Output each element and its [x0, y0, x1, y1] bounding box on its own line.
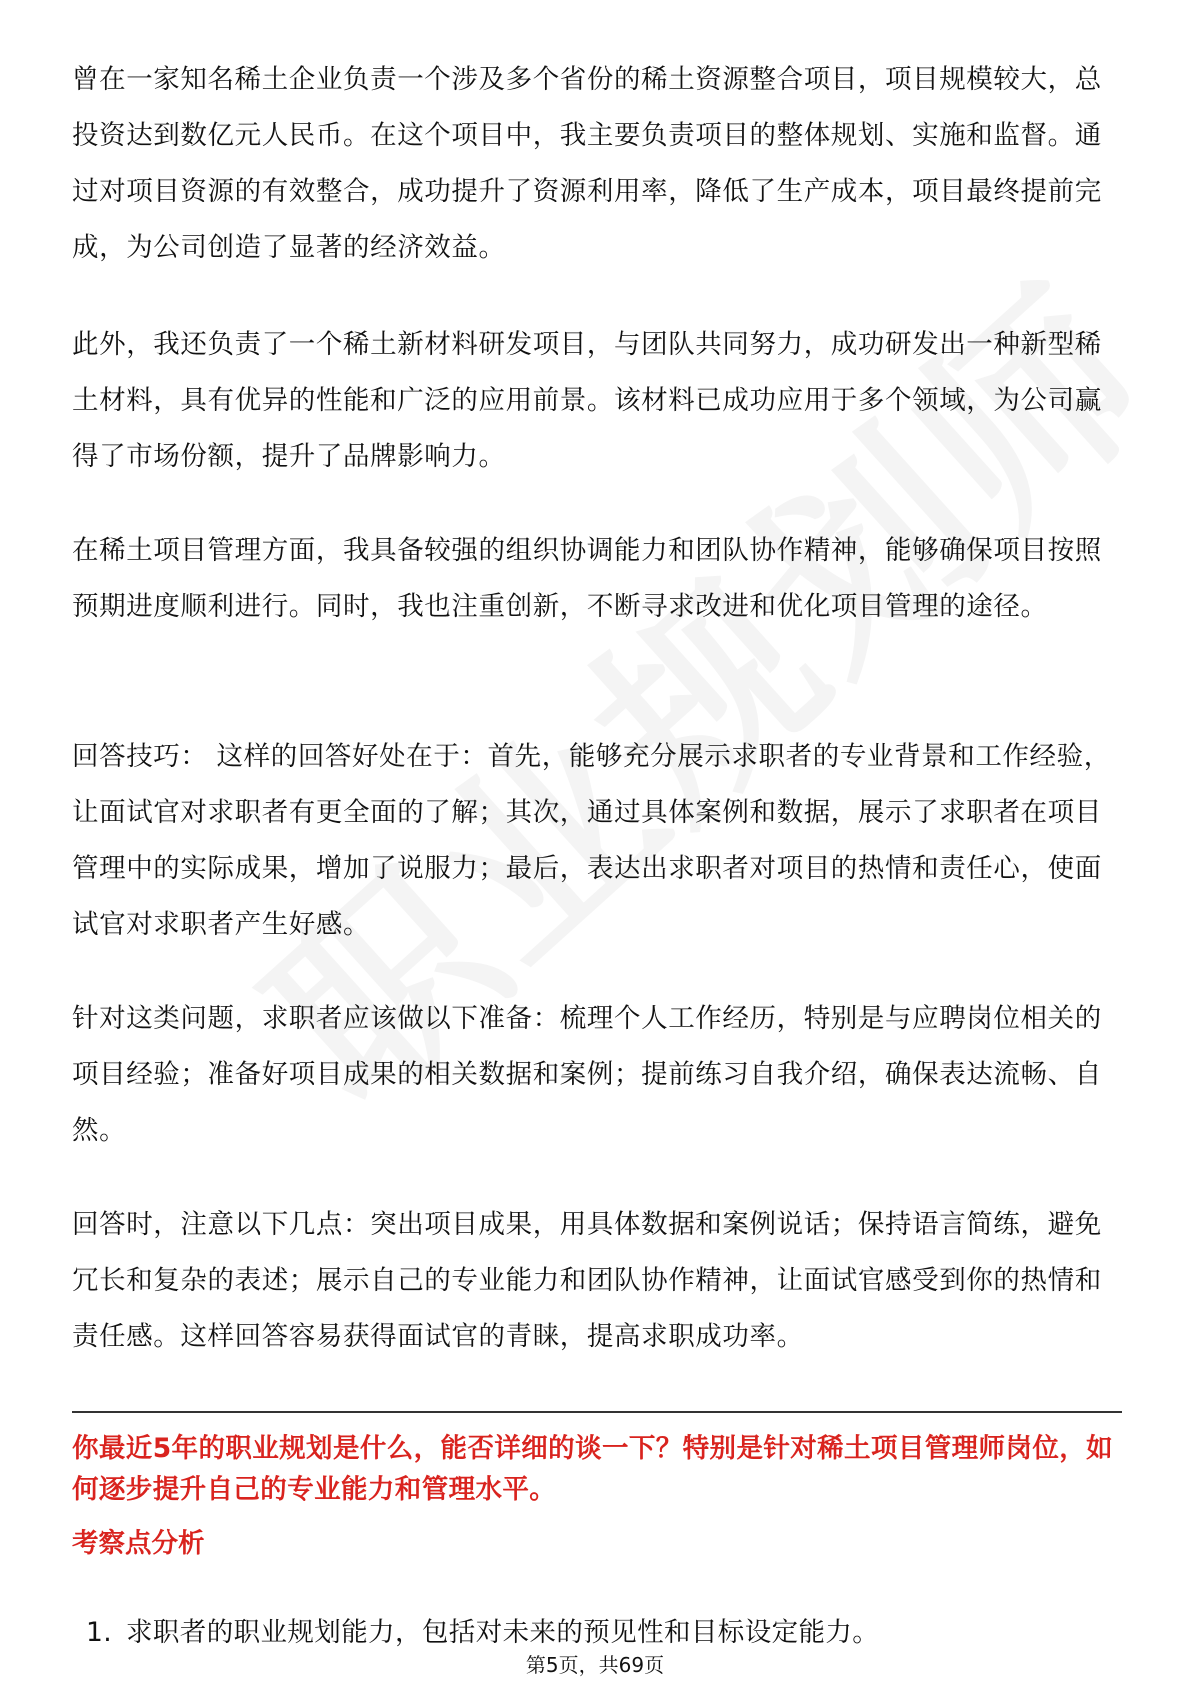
page-footer: 第5页，共69页	[525, 1653, 665, 1677]
paragraph-answer-notes: 回答时，注意以下几点：突出项目成果，用具体数据和案例说话；保持语言简练，避免冗长和复杂的表述；展示自己的专业能力和团队协作精神，让面试官感受到你的热情和责任感。这样回答容易获得面试官的青睐，提高求职成功率。	[72, 1209, 1102, 1352]
section-divider	[72, 1411, 1122, 1413]
paragraph-management-skills: 在稀土项目管理方面，我具备较强的组织协调能力和团队协作精神，能够确保项目按照预期进度顺利进行。同时，我也注重创新，不断寻求改进和优化项目管理的途径。	[72, 535, 1102, 622]
list-item	[86, 1614, 1106, 1652]
question-heading: 你最近5年的职业规划是什么，能否详细的谈一下？特别是针对稀土项目管理师岗位，如何逐步提升自己的专业能力和管理水平。	[72, 1433, 1114, 1505]
list-item-text: 求职者的职业规划能力，包括对未来的预见性和目标设定能力。	[126, 1617, 880, 1648]
paragraph-answer-tips: 回答技巧： 这样的回答好处在于：首先，能够充分展示求职者的专业背景和工作经验，让面试官对求职者有更全面的了解；其次，通过具体案例和数据，展示了求职者在项目管理中的实际成果，增加了说服力；最后，表达出求职者对项目的热情和责任心，使面试官对求职者产生好感。	[72, 741, 1111, 940]
paragraph-rd-project: 此外，我还负责了一个稀土新材料研发项目，与团队共同努力，成功研发出一种新型稀土材料，具有优异的性能和广泛的应用前景。该材料已成功应用于多个领域，为公司赢得了市场份额，提升了品牌影响力。	[72, 329, 1102, 472]
list-item-number: 1.	[86, 1617, 113, 1648]
paragraph-preparation: 针对这类问题，求职者应该做以下准备：梳理个人工作经历，特别是与应聘岗位相关的项目经验；准备好项目成果的相关数据和案例；提前练习自我介绍，确保表达流畅、自然。	[72, 1003, 1102, 1146]
analysis-heading: 考察点分析	[72, 1528, 205, 1559]
paragraph-project-experience: 曾在一家知名稀土企业负责一个涉及多个省份的稀土资源整合项目，项目规模较大，总投资达到数亿元人民币。在这个项目中，我主要负责项目的整体规划、实施和监督。通过对项目资源的有效整合，成功提升了资源利用率，降低了生产成本，项目最终提前完成，为公司创造了显著的经济效益。	[72, 64, 1102, 263]
